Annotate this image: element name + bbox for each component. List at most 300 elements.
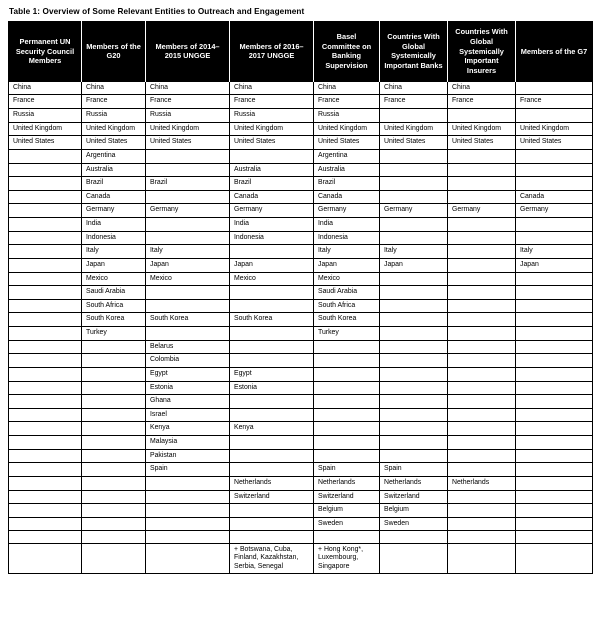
table-cell: [82, 381, 146, 395]
table-cell: Netherlands: [230, 476, 314, 490]
table-cell: [448, 381, 516, 395]
table-cell: South Korea: [146, 313, 230, 327]
table-cell: [516, 367, 593, 381]
table-cell: [516, 327, 593, 341]
table-cell: [314, 422, 380, 436]
table-cell: [9, 449, 82, 463]
table-cell: South Korea: [230, 313, 314, 327]
table-cell: Japan: [146, 258, 230, 272]
table-row: [9, 313, 593, 327]
table-cell: Belgium: [314, 504, 380, 518]
table-cell: [9, 313, 82, 327]
table-cell: [9, 272, 82, 286]
table-cell: [516, 504, 593, 518]
table-cell: [516, 149, 593, 163]
table-cell: [314, 449, 380, 463]
table-cell: Egypt: [230, 367, 314, 381]
table-cell: Brazil: [82, 177, 146, 191]
table-cell: [9, 258, 82, 272]
table-cell: South Korea: [314, 313, 380, 327]
table-cell: [9, 286, 82, 300]
table-cell: Italy: [314, 245, 380, 259]
table-row: [9, 408, 593, 422]
table-cell: [448, 149, 516, 163]
table-cell: South Africa: [82, 299, 146, 313]
table-cell: [448, 327, 516, 341]
table-cell: [516, 299, 593, 313]
table-cell: Germany: [314, 204, 380, 218]
table-cell: France: [448, 95, 516, 109]
table-cell: Japan: [380, 258, 448, 272]
table-cell: [448, 517, 516, 531]
table-cell: United Kingdom: [380, 122, 448, 136]
table-row: [9, 95, 593, 109]
table-cell: [9, 504, 82, 518]
table-cell: [230, 449, 314, 463]
table-cell: Germany: [516, 204, 593, 218]
column-header-g7: Members of the G7: [516, 22, 593, 82]
table-cell: Colombia: [146, 354, 230, 368]
table-cell: [516, 531, 593, 543]
table-row: [9, 543, 593, 574]
table-cell: Indonesia: [82, 231, 146, 245]
table-cell: [82, 463, 146, 477]
table-cell: France: [516, 95, 593, 109]
table-cell: Canada: [516, 190, 593, 204]
table-cell: Mexico: [146, 272, 230, 286]
table-cell: [9, 476, 82, 490]
table-cell: [82, 436, 146, 450]
table-cell: [516, 408, 593, 422]
table-cell: [380, 395, 448, 409]
table-cell: [448, 272, 516, 286]
table-cell: [380, 313, 448, 327]
table-cell: [9, 436, 82, 450]
table-cell: [9, 367, 82, 381]
table-cell: [9, 408, 82, 422]
table-cell: United Kingdom: [9, 122, 82, 136]
table-body: [9, 81, 593, 574]
table-cell: [230, 463, 314, 477]
table-cell: Malaysia: [146, 436, 230, 450]
table-cell: [516, 109, 593, 123]
table-cell: [146, 163, 230, 177]
table-cell: Netherlands: [448, 476, 516, 490]
table-cell: [82, 504, 146, 518]
table-cell: [146, 299, 230, 313]
table-cell: [448, 313, 516, 327]
table-cell: [146, 543, 230, 574]
table-cell: United Kingdom: [82, 122, 146, 136]
table-cell: [448, 231, 516, 245]
column-header-gsib: Countries With Global Systemically Important Banks: [380, 22, 448, 82]
table-cell: [516, 163, 593, 177]
table-cell: United Kingdom: [516, 122, 593, 136]
table-cell: [82, 340, 146, 354]
table-cell: Mexico: [82, 272, 146, 286]
table-cell: [516, 381, 593, 395]
table-cell: [230, 517, 314, 531]
table-cell: [516, 436, 593, 450]
table-cell: Spain: [380, 463, 448, 477]
table-cell: Ghana: [146, 395, 230, 409]
table-cell: [82, 543, 146, 574]
table-cell: [9, 149, 82, 163]
table-cell: [448, 245, 516, 259]
table-cell: [9, 299, 82, 313]
table-row: [9, 122, 593, 136]
table-cell: Russia: [9, 109, 82, 123]
table-cell: France: [9, 95, 82, 109]
table-cell: [380, 543, 448, 574]
table-cell: [516, 313, 593, 327]
table-row: [9, 504, 593, 518]
table-cell: [82, 517, 146, 531]
table-cell: Japan: [516, 258, 593, 272]
table-row: [9, 354, 593, 368]
table-cell: [380, 149, 448, 163]
column-header-un-security-council: Permanent UN Security Council Members: [9, 22, 82, 82]
table-cell: United Kingdom: [146, 122, 230, 136]
table-cell: [9, 245, 82, 259]
table-cell: [82, 476, 146, 490]
table-row: [9, 177, 593, 191]
table-cell: [146, 231, 230, 245]
table-cell: [230, 299, 314, 313]
table-cell: [448, 463, 516, 477]
table-cell: [146, 517, 230, 531]
table-row: [9, 395, 593, 409]
table-cell: [380, 367, 448, 381]
table-cell: India: [314, 218, 380, 232]
table-cell: + Hong Kong*, Luxembourg, Singapore: [314, 543, 380, 574]
table-cell: [9, 517, 82, 531]
table-cell: Japan: [230, 258, 314, 272]
table-cell: [82, 422, 146, 436]
table-cell: [380, 354, 448, 368]
table-cell: [380, 231, 448, 245]
table-cell: Netherlands: [380, 476, 448, 490]
table-cell: [9, 204, 82, 218]
table-cell: South Africa: [314, 299, 380, 313]
table-cell: Brazil: [314, 177, 380, 191]
table-cell: [314, 395, 380, 409]
table-cell: [516, 340, 593, 354]
table-cell: [146, 218, 230, 232]
table-row: [9, 327, 593, 341]
table-cell: [9, 218, 82, 232]
table-cell: United States: [380, 136, 448, 150]
table-row: [9, 190, 593, 204]
table-cell: [516, 490, 593, 504]
table-cell: United Kingdom: [230, 122, 314, 136]
table-cell: Saudi Arabia: [314, 286, 380, 300]
table-cell: [380, 190, 448, 204]
table-row: [9, 245, 593, 259]
table-cell: [82, 367, 146, 381]
table-header: [9, 22, 593, 82]
table-cell: [448, 109, 516, 123]
table-cell: Russia: [146, 109, 230, 123]
table-cell: Saudi Arabia: [82, 286, 146, 300]
table-cell: [448, 531, 516, 543]
table-cell: [380, 272, 448, 286]
table-cell: [380, 340, 448, 354]
table-cell: [146, 286, 230, 300]
column-header-ungge-2014-2015: Members of 2014–2015 UNGGE: [146, 22, 230, 82]
table-cell: [9, 177, 82, 191]
table-cell: Mexico: [314, 272, 380, 286]
table-cell: Indonesia: [230, 231, 314, 245]
table-cell: China: [380, 81, 448, 95]
table-cell: Estonia: [230, 381, 314, 395]
table-cell: Israel: [146, 408, 230, 422]
table-cell: [9, 354, 82, 368]
table-cell: United States: [448, 136, 516, 150]
table-row: [9, 231, 593, 245]
table-cell: [448, 490, 516, 504]
table-cell: [448, 395, 516, 409]
table-cell: Germany: [146, 204, 230, 218]
table-row: [9, 422, 593, 436]
table-cell: France: [146, 95, 230, 109]
table-row: [9, 517, 593, 531]
table-cell: [448, 543, 516, 574]
table-cell: [146, 490, 230, 504]
table-cell: United States: [230, 136, 314, 150]
table-cell: [9, 381, 82, 395]
table-cell: [516, 218, 593, 232]
table-cell: [230, 436, 314, 450]
table-cell: [516, 517, 593, 531]
table-cell: [146, 504, 230, 518]
table-cell: [516, 272, 593, 286]
table-cell: [448, 449, 516, 463]
table-cell: China: [82, 81, 146, 95]
table-cell: [82, 531, 146, 543]
table-cell: France: [230, 95, 314, 109]
table-cell: Canada: [230, 190, 314, 204]
table-cell: India: [82, 218, 146, 232]
table-cell: [380, 422, 448, 436]
table-cell: United States: [82, 136, 146, 150]
table-cell: Japan: [314, 258, 380, 272]
table-cell: France: [380, 95, 448, 109]
table-cell: [448, 436, 516, 450]
table-cell: [380, 436, 448, 450]
table-cell: Mexico: [230, 272, 314, 286]
table-cell: [448, 422, 516, 436]
table-cell: China: [314, 81, 380, 95]
table-cell: [9, 463, 82, 477]
table-cell: [146, 327, 230, 341]
table-cell: [146, 531, 230, 543]
table-row: [9, 367, 593, 381]
table-cell: Italy: [82, 245, 146, 259]
table-cell: [380, 218, 448, 232]
table-cell: [448, 286, 516, 300]
table-cell: [9, 543, 82, 574]
table-cell: Italy: [146, 245, 230, 259]
table-cell: Germany: [230, 204, 314, 218]
table-row: [9, 204, 593, 218]
table-caption: Table 1: Overview of Some Relevant Entities to Outreach and Engagement: [9, 7, 305, 16]
table-cell: [448, 163, 516, 177]
table-row: [9, 136, 593, 150]
table-cell: Germany: [380, 204, 448, 218]
table-cell: [448, 504, 516, 518]
table-cell: [82, 395, 146, 409]
table-cell: [380, 177, 448, 191]
table-cell: [380, 408, 448, 422]
table-cell: China: [9, 81, 82, 95]
table-cell: [230, 408, 314, 422]
table-cell: [314, 531, 380, 543]
table-cell: [146, 149, 230, 163]
table-cell: [380, 531, 448, 543]
table-cell: [230, 286, 314, 300]
table-cell: Belarus: [146, 340, 230, 354]
table-cell: [9, 190, 82, 204]
table-cell: Australia: [82, 163, 146, 177]
table-cell: China: [448, 81, 516, 95]
table-cell: United States: [146, 136, 230, 150]
table-cell: [314, 381, 380, 395]
table-cell: [448, 258, 516, 272]
table-cell: [9, 395, 82, 409]
table-cell: [9, 422, 82, 436]
table-cell: Germany: [448, 204, 516, 218]
table-row: [9, 163, 593, 177]
table-cell: [516, 177, 593, 191]
table-cell: [314, 367, 380, 381]
table-row: [9, 476, 593, 490]
table-cell: Spain: [146, 463, 230, 477]
table-cell: [82, 408, 146, 422]
table-cell: [516, 463, 593, 477]
table-cell: Pakistan: [146, 449, 230, 463]
table-row: [9, 340, 593, 354]
table-cell: China: [230, 81, 314, 95]
column-header-g20: Members of the G20: [82, 22, 146, 82]
table-cell: [380, 327, 448, 341]
table-cell: Sweden: [380, 517, 448, 531]
table-cell: [448, 340, 516, 354]
table-cell: Kenya: [230, 422, 314, 436]
table-cell: Turkey: [314, 327, 380, 341]
table-cell: [9, 490, 82, 504]
table-cell: [516, 476, 593, 490]
table-cell: Egypt: [146, 367, 230, 381]
table-cell: [314, 354, 380, 368]
table-cell: United States: [516, 136, 593, 150]
table-cell: Canada: [82, 190, 146, 204]
table-row: [9, 381, 593, 395]
table-cell: [314, 408, 380, 422]
table-cell: Belgium: [380, 504, 448, 518]
table-cell: [380, 163, 448, 177]
table-cell: [314, 340, 380, 354]
table-cell: Argentina: [314, 149, 380, 163]
table-cell: [380, 299, 448, 313]
table-cell: [314, 436, 380, 450]
table-cell: [516, 231, 593, 245]
table-cell: Argentina: [82, 149, 146, 163]
table-cell: [516, 354, 593, 368]
table-cell: [9, 531, 82, 543]
table-cell: [230, 504, 314, 518]
table-cell: [9, 340, 82, 354]
table-cell: [380, 286, 448, 300]
table-cell: Russia: [314, 109, 380, 123]
table-cell: Kenya: [146, 422, 230, 436]
table-cell: South Korea: [82, 313, 146, 327]
table-cell: Japan: [82, 258, 146, 272]
column-header-ungge-2016-2017: Members of 2016–2017 UNGGE: [230, 22, 314, 82]
table-row: [9, 258, 593, 272]
table-cell: United Kingdom: [448, 122, 516, 136]
table-row: [9, 272, 593, 286]
table-cell: [9, 163, 82, 177]
table-cell: [516, 449, 593, 463]
table-cell: France: [314, 95, 380, 109]
table-cell: Italy: [380, 245, 448, 259]
table-row: [9, 463, 593, 477]
table-cell: [230, 395, 314, 409]
table-cell: [9, 231, 82, 245]
table-cell: [448, 408, 516, 422]
table-cell: [9, 327, 82, 341]
table-cell: Turkey: [82, 327, 146, 341]
table-cell: United States: [314, 136, 380, 150]
table-cell: [516, 286, 593, 300]
table-cell: Brazil: [146, 177, 230, 191]
table-cell: United Kingdom: [314, 122, 380, 136]
table-cell: [82, 490, 146, 504]
header-row: [9, 22, 593, 82]
table-cell: [448, 367, 516, 381]
table-cell: Sweden: [314, 517, 380, 531]
table-cell: Estonia: [146, 381, 230, 395]
entities-table: [8, 21, 593, 574]
table-cell: Switzerland: [314, 490, 380, 504]
table-row: [9, 490, 593, 504]
table-row: [9, 449, 593, 463]
table-row: [9, 531, 593, 543]
table-cell: [380, 381, 448, 395]
table-cell: [146, 190, 230, 204]
table-cell: Russia: [82, 109, 146, 123]
table-row: [9, 109, 593, 123]
table-cell: [230, 149, 314, 163]
table-cell: [380, 449, 448, 463]
table-cell: Switzerland: [380, 490, 448, 504]
table-cell: [448, 218, 516, 232]
table-cell: [516, 543, 593, 574]
table-cell: Canada: [314, 190, 380, 204]
table-cell: [82, 449, 146, 463]
table-cell: [516, 395, 593, 409]
table-cell: Spain: [314, 463, 380, 477]
table-cell: Germany: [82, 204, 146, 218]
table-cell: + Botswana, Cuba, Finland, Kazakhstan, Serbia, Senegal: [230, 543, 314, 574]
table-cell: India: [230, 218, 314, 232]
table-row: [9, 149, 593, 163]
table-cell: [230, 531, 314, 543]
table-cell: China: [146, 81, 230, 95]
table-cell: [230, 340, 314, 354]
table-cell: Switzerland: [230, 490, 314, 504]
